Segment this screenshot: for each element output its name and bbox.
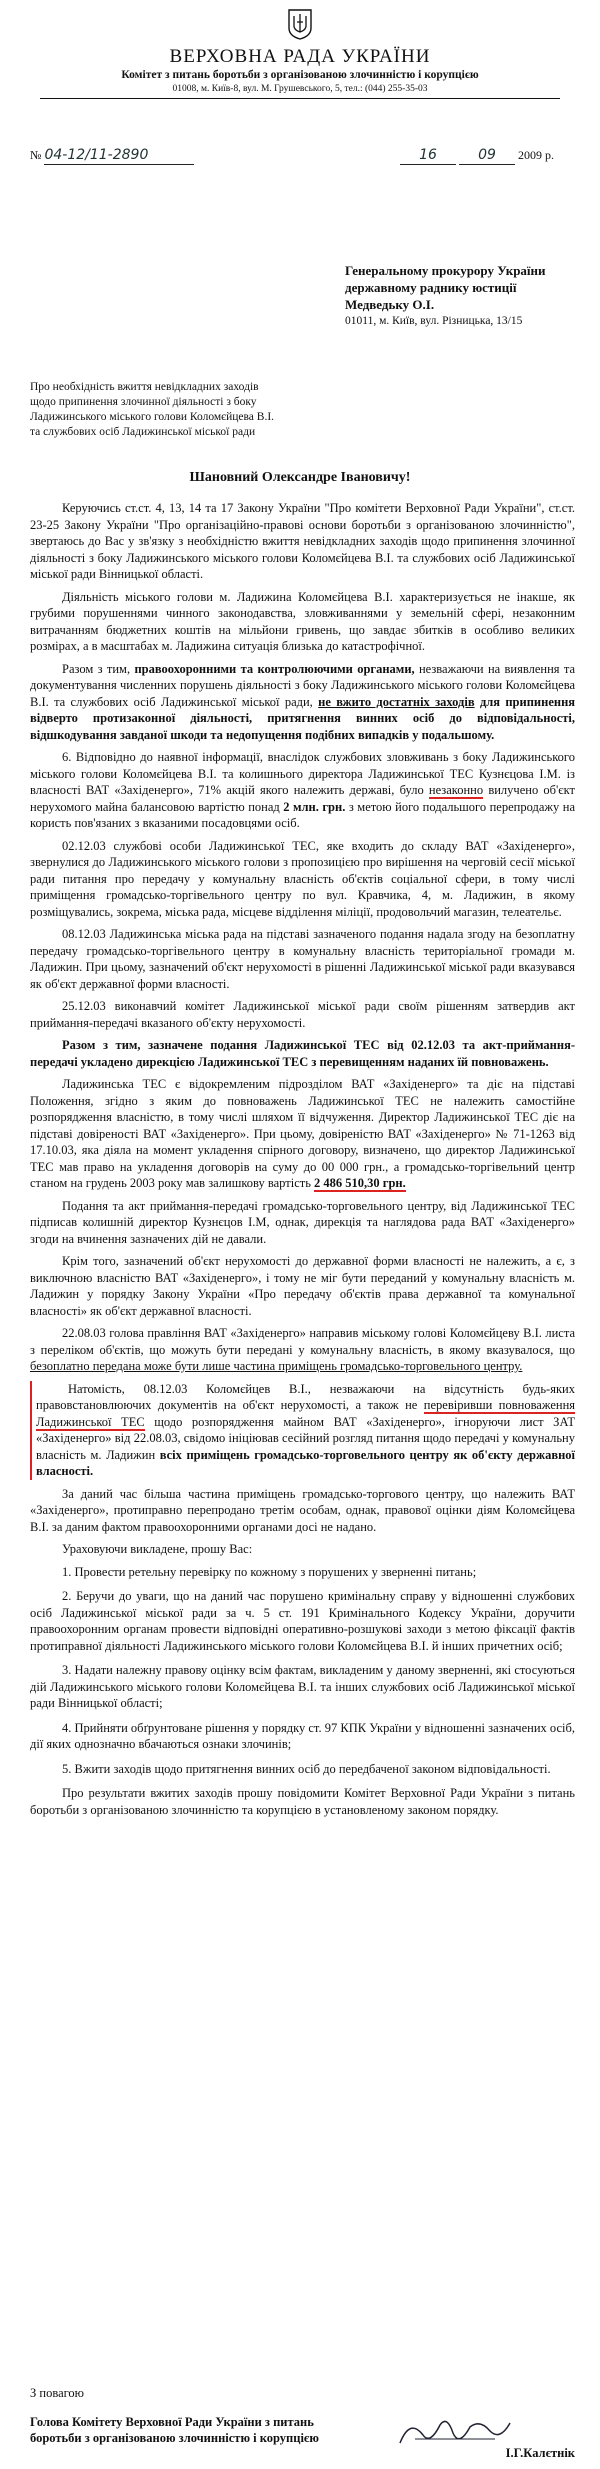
trident-icon	[287, 8, 313, 40]
list-item: 4. Прийняти обґрунтоване рішення у порядку ст. 97 КПК України у відношенні зазначених осіб, дії яких однозначно вбачаються ознаки злочинів;	[30, 1720, 575, 1751]
paragraph: Керуючись ст.ст. 4, 13, 14 та 17 Закону України "Про комітети Верховної Ради України", ст.ст. 23-25 Закону України "Про організаційно-правові основи боротьби з організованою злочинністю", звертаюсь до Вас у зв'язку з необхідністю вжиття невідкладних заходів щодо припинення злочинної діяльності з боку Ладижинського міського голови Коломєйцева В.І. та службових осіб Ладижинської міської ради Вінницької області.	[30, 501, 575, 581]
text-run: Разом з тим,	[62, 661, 131, 676]
letter-meta	[30, 147, 575, 171]
salutation: Шановний Олександре Івановичу!	[189, 470, 411, 485]
closing: З повагою	[30, 2386, 85, 2400]
bold-run: 2 млн. грн.	[283, 799, 346, 814]
recipient-address: 01011, м. Київ, вул. Різницька, 13/15	[345, 315, 523, 327]
request-list	[30, 1564, 575, 1778]
signature-block	[30, 2385, 575, 2465]
letter-date	[400, 147, 554, 165]
text-run: Натомість, 08.12.03 Коломєйцев В.І., незважаючи на відсутність будь-яких правовстановлюючих документів на об'єкт нерухомості, а також не	[36, 1381, 575, 1412]
text-run: щодо розпорядження майном ВАТ «Західенерго», ігноруючи лист ЗАТ «Західенерго» від 22.08.03, свідомо ініціював сесійний розгляд питання щодо передачі у комунальну власність м. Ладижин	[36, 1414, 576, 1462]
bold-run: правоохоронними та контролюючими органами,	[134, 661, 415, 676]
red-underlined-run: незаконно	[428, 783, 484, 797]
paragraph	[30, 1076, 575, 1192]
text-run: 6. Відповідно до наявної інформації, внаслідок службових зловживань з боку Ладижинського міського голови Коломєйцева В.І. та колишнього директора Ладижинської ТЕС Кузнєцова І.М. із власності ВАТ «Західенерго», 71% акцій якого належить державі, було	[30, 750, 575, 797]
date-year-suffix: 9 р.	[536, 148, 554, 162]
paragraph	[30, 1381, 575, 1480]
bold-run: всіх приміщень громадсько-торговельного центру як об'єкту державної власності.	[36, 1447, 576, 1478]
bold-run: для припинення відверто протизаконної діяльності, притягнення винних осіб до відповідальності, відшкодування завданої шкоди та недопущення подібних випадків у подальшому.	[30, 694, 576, 742]
list-item: 5. Вжити заходів щодо притягнення винних осіб до передбаченої законом відповідальності.	[62, 1761, 551, 1776]
letter-number	[30, 147, 194, 165]
underlined-run: не вжито достатніх заходів	[318, 694, 475, 709]
list-item: 2. Беручи до уваги, що на даний час порушено кримінальну справу у відношенні службових осіб Ладижинської міської ради за ч. 5 ст. 191 Кримінального Кодексу України, доручити правоохоронним органам провести відповідні оперативно-розшукові заходи з метою фіксації фактів протиправної діяльності Ладижинського міського голови Коломєйцева В.І. й інших причетних осіб;	[30, 1589, 575, 1653]
committee-name: Комітет з питань боротьби з організованою злочинністю і корупцією	[121, 69, 479, 81]
list-item: 3. Надати належну правову оцінку всім фактам, викладеним у даному зверненні, які стосуються дій Ладижинського міського голови Коломєйцева В.І. та інших службових осіб Ладижинської міської ради Вінницької області;	[30, 1663, 575, 1710]
date-year-prefix: 200	[518, 148, 536, 162]
underlined-run: безоплатно передана може бути лише частина приміщень громадсько-торговельного центру.	[30, 1359, 523, 1373]
paragraph: Про результати вжитих заходів прошу повідомити Комітет Верховної Ради України з питань боротьби з організованою злочинністю та корупцією в установленому законом порядку.	[30, 1786, 575, 1817]
paragraph: Ураховуючи викладене, прошу Вас:	[62, 1542, 253, 1556]
text-run: 22.08.03 голова правління ВАТ «Західенерго» направив міському голові Коломєйцеву В.І. листа з переліком об'єктів, що можуть бути передані у комунальну власність, в якому вказувалося, що	[30, 1326, 575, 1357]
subject-line: Про необхідність вжиття невідкладних заходів	[30, 381, 259, 393]
recipient-line-3: Медведьку О.І.	[345, 297, 435, 312]
paragraph: 25.12.03 виконавчий комітет Ладижинської міської ради своїм рішенням затвердив акт приймання-передачі вказаного об'єкту нерухомості.	[30, 999, 575, 1030]
letterhead-address: 01008, м. Київ-8, вул. М. Грушевського, 5, тел.: (044) 255-35-03	[40, 83, 560, 99]
paragraph: 02.12.03 службові особи Ладижинської ТЕС, яке входить до складу ВАТ «Західенерго», звернулися до Ладижинського міського голови з пропозицією про вирішення на черговій сесії міської ради питання про передачу у комунальну власність об'єктів соціальної сфери, в тому числі приміщення громадсько-торгівельного центру по вул. Кравчика, 4, м. Ладижин, в якому розміщувались, зокрема, міська рада, місцеве відділення міліції, продовольчий магазин, телеательє.	[30, 838, 575, 919]
text-run: вилучено об'єкт нерухомого майна балансовою вартістю понад	[30, 783, 576, 814]
paragraph: Крім того, зазначений об'єкт нерухомості до державної форми власності не належить, а є, з виключною власністю ВАТ «Західенерго», і тому не міг бути переданий у комунальну власність м. Ладижин у порядку Закону України «Про передачу об'єктів права державної та комунальної власності» як об'єкт державної власності.	[30, 1254, 575, 1318]
paragraph: Подання та акт приймання-передачі громадсько-торговельного центру, від Ладижинської ТЕС підписав колишній директор Кузнєцов І.М, однак, дирекція та наглядова рада ВАТ «Західенерго» згоди на вчинення зазначених дій не давали.	[30, 1198, 575, 1246]
subject-line: та службових осіб Ладижинської міської ради	[30, 426, 256, 438]
list-item: 1. Провести ретельну перевірку по кожному з порушених у зверненні питань;	[62, 1564, 477, 1579]
recipient-line-1: Генеральному прокурору України	[345, 263, 546, 278]
text-run: Ладижинська ТЕС є відокремленим підрозділом ВАТ «Західенерго» та діє на підставі Положення, згідно з яким до повноважень Ладижинської ТЕС не належить самостійне розпорядження власністю, в тому числі шляхом її відчуження. Директор Ладижинської ТЕС діє на підставі довіреності ВАТ «Західенерго». При цьому, довіреністю ВАТ «Західенерго» № 71-1263 від 17.10.03, яка діяла на момент укладення спірного договору, визначено, що директор Ладижинської ТЕС мав право на укладення договорів на суму до 00 000 грн., а громадсько-торгівельний центр станом на грудень 2003 року мав залишкову вартість	[30, 1077, 575, 1190]
number-value: 04-12/11-2890	[44, 147, 194, 165]
org-name: ВЕРХОВНА РАДА УКРАЇНИ	[169, 46, 431, 67]
letter-body	[30, 500, 575, 1824]
number-prefix: №	[30, 148, 42, 162]
paragraph: Разом з тим, зазначене подання Ладижинської ТЕС від 02.12.03 та акт-приймання-передачі укладено дирекцією Ладижинської ТЕС з перевищенням наданих їй повноважень.	[30, 1038, 575, 1069]
recipient-block	[345, 262, 585, 330]
text-run: незважаючи на виявлення та документування численних порушень діяльності з боку Ладижинського міського голови Коломєйцева В.І. та службових осіб Ладижинської міської ради,	[30, 661, 576, 709]
date-month: 09	[459, 147, 515, 165]
paragraph: За даний час більша частина приміщень громадсько-торгового центру, що належить ВАТ «Західенерго», протиправно перепродано третім особам, однак, правової оцінки діям Коломєйцева В.І. за даним фактом правоохоронними органами досі не надано.	[30, 1486, 575, 1534]
red-underlined-run: перевіривши повноваження Ладижинської ТЕС	[36, 1398, 576, 1429]
paragraph	[30, 749, 575, 832]
letterhead	[0, 0, 600, 99]
paragraph	[30, 661, 575, 744]
paragraph: Діяльність міського голови м. Ладижина Коломєйцева В.І. характеризується не інакше, як грубими порушеннями чинного законодавства, зловживаннями у земельній сфері, незаконним витрачанням бюджетних коштів на мільйони гривень, що завдає збитків в особливо великих розмірах, а в масштабах м. Ладижина ситуація близька до катастрофічної.	[30, 589, 575, 653]
paragraph: 08.12.03 Ладижинська міська рада на підставі зазначеного подання надала згоду на безоплатну передачу громадсько-торгівельного центру в комунальну власність територіальної громади м. Ладижин. При цьому, зазначений об'єкт нерухомості в рішенні Ладижинської міської ради вказувався як об'єкт державної форми власності.	[30, 927, 575, 991]
text-run: з метою його подальшого перепродажу на користь пов'язаних з вказаними посадовцями осіб.	[30, 799, 575, 830]
signatory-title: Голова Комітету Верховної Ради України з питань боротьби з організованою злочинністю і корупцією	[30, 2414, 319, 2445]
paragraph	[30, 1325, 575, 1375]
subject-block	[30, 380, 360, 440]
recipient-line-2: державному раднику юстиції	[345, 280, 517, 295]
signatory-name: І.Г.Калєтнік	[505, 2446, 575, 2460]
subject-line: Ладижинського міського голови Коломєйцева В.І.	[30, 411, 275, 423]
handwritten-signature-icon	[395, 2413, 515, 2453]
date-day: 16	[400, 147, 456, 165]
red-underlined-run: 2 486 510,30 грн.	[314, 1176, 406, 1190]
subject-line: щодо припинення злочинної діяльності з боку	[30, 396, 257, 408]
